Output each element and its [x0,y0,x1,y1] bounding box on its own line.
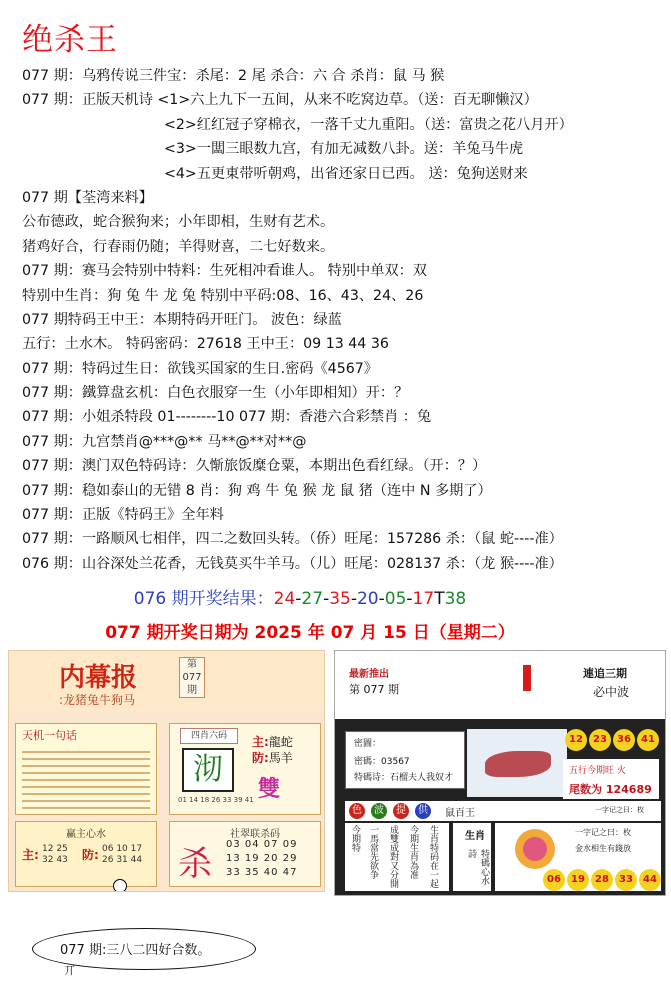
color-chip: 色 [349,803,365,819]
ring-icon [113,879,127,892]
right-promo-image [334,650,666,896]
issue-label: 第 077 期 [349,683,399,696]
result-number: 35 [329,589,351,609]
tianji-lines [22,751,150,809]
number-ball: 12 [565,729,587,751]
content-line: 077 期：一路顺风七相伴，四二之数回头转。（侨）旺尾：157286 杀：（鼠 蛇----准） [22,531,563,548]
pig-icon [523,837,547,861]
pig-line-1: 一字记之曰：枚 [575,828,631,837]
bubble-tail: 丌 [64,964,75,977]
side-main-key: 主: [252,735,269,749]
number-ball: 44 [639,869,661,891]
result-number: - [323,589,330,609]
strip-text: 鼠百王 [445,808,475,819]
main-nums: 12 25 32 43 [42,844,68,865]
banner-issue: 第 077 期 [179,657,205,698]
content-line: 077 期：鐵算盘玄机：白色衣服穿一生（小年即相知）开：？ [22,385,409,402]
result-number: 20 [356,589,379,609]
zodiac-title: 生肖 [465,831,485,842]
page-title: 绝杀王 [22,22,118,58]
wave-label: 必中波 [593,685,630,699]
zodiac-box [453,823,491,891]
result-number: - [350,589,357,609]
new-label: 最新推出 [349,669,389,680]
left-promo-image [8,650,325,892]
result-number: - [295,589,302,609]
fish-icon [485,751,551,777]
result-number: 05 [384,589,407,609]
code-row [354,754,410,767]
sixiao-foot: 01 14 18 26 33 39 41 [178,796,254,804]
shama-char: 杀 [178,844,212,884]
lower-title: 今期特 [350,825,360,852]
shama-row: 33 35 40 47 [226,867,298,878]
shama-row: 13 19 20 29 [226,853,298,864]
content-line: 077 期特码王中王：本期特码开旺门。 波色：绿蓝 [22,311,342,328]
big-shuang: 雙 [258,776,281,802]
next-draw-date: 077 期开奖日期为 2025 年 07 月 15 日（星期二） [105,623,515,643]
main-label: 主: [22,848,39,862]
code-value: 03567 [381,757,410,767]
lower-poem [345,823,449,891]
result-number: 24 [273,589,296,609]
content-line: 077 期：澳门双色特码诗：久惭旅饭糜仓粟，本期出色看红绿。（开：？） [22,458,487,475]
content-line: 077 期：特码过生日：欲钱买国家的生日.密码《4567》 [22,360,378,377]
shama-nums [226,838,297,880]
zodiac-sub: 特碼心水詩 [466,849,489,885]
result-number: 17 [412,589,435,609]
sixiao-panel [169,723,321,815]
color-chip: 供 [415,803,431,819]
banner-sub: :龙猪兔牛狗马 [59,693,136,707]
content-line: 猪鸡好合，行春雨仍随；羊得财喜，二七好数来。 [22,238,335,255]
three-label: 連追三期 [583,667,627,680]
result-number: T [434,589,445,609]
tail-line: 尾数为 124689 [569,783,652,796]
content-line: 077 期：赛马会特别中特料：生死相冲看谁人。 特别中单双：双 [22,263,427,280]
content-line: 077 期：小姐杀特段 01--------10 077 期：香港六合彩禁肖 ：兔 [22,409,432,426]
number-ball: 28 [591,869,613,891]
content-line: 公布德政，蛇合猴狗来；小年即相，生财有艺术。 [22,214,335,231]
sixiao-head: 四肖六码 [180,728,238,744]
content-line: <3>一闆三眼数九宫，有加无减数八卦。送：羊兔马牛虎 [164,141,524,158]
lower-column: 成雙成對又分開 [388,825,398,888]
banner [9,651,324,711]
bubble-text: 077 期:三八二四好合数。 [60,943,211,958]
result-number: 27 [301,589,324,609]
lower-column: 生肖特码在一起 [428,825,438,888]
content-line: 077 期【荃湾来料】 [22,189,153,206]
banner-title: 内幕报 [59,663,138,693]
color-chip: 提 [393,803,409,819]
code-label: 密碼： [354,757,382,767]
red-mark-icon [523,665,531,691]
result-number: - [378,589,385,609]
strip-side: 一字记之曰：枚 [595,806,644,814]
content-line: 特别中生肖：狗 兔 牛 龙 兔 特别中平码:08、16、43、24、26 [22,287,424,304]
shama-panel [169,821,321,887]
side-guard: 馬羊 [268,751,293,765]
content-line: 077 期：正版天机诗 <1>六上九下一五间，从来不吃窝边草。（送：百无聊懒汉） [22,92,538,109]
content-line: 077 期：稳如泰山的无错 8 肖：狗 鸡 牛 兔 猴 龙 鼠 猪（连中 N 多期了） [22,482,492,499]
content-line: 五行：土水木。 特码密码：27618 王中王：09 13 44 36 [22,336,389,353]
number-ball: 41 [637,729,659,751]
draw-result [0,584,600,609]
lower-column: 一馬當先欲争 [368,825,378,879]
poem-label: 特碼诗： [354,773,391,783]
wuxing-line: 五行今期旺 火 [569,766,626,776]
content-line: <2>红红冠子穿棉衣，一落千丈九重阳。（送：富贵之花八月开） [164,116,573,133]
xinshui-panel [15,821,157,887]
shama-row: 03 04 07 09 [226,839,298,850]
color-strip [345,801,661,821]
content-line: 077 期：九宫禁肖@***@** 马**@**对**@ [22,433,307,450]
code-box [345,731,465,789]
poem-text: 石榴夫人我奴才 [390,773,454,783]
shama-title: 社翠联杀码 [230,829,280,840]
number-ball: 33 [615,869,637,891]
number-ball: 36 [613,729,635,751]
side-guard-key: 防: [252,751,269,765]
result-number: - [406,589,413,609]
tianji-title: 天机一句话 [22,729,77,742]
content-line: 077 期：乌鸦传说三件宝：杀尾：2 尾 杀合：六 合 杀肖：鼠 马 猴 [22,68,445,84]
side-main: 龍蛇 [268,735,293,749]
xinshui-title: 赢主心水 [66,829,106,840]
result-label: 076 期开奖结果： [133,589,274,609]
guard-label: 防: [82,848,99,862]
number-ball: 23 [589,729,611,751]
poem-row [354,770,453,783]
pig-line-2: 金水相生有錢放 [575,844,631,853]
content-line: 077 期：正版《特码王》全年料 [22,507,224,524]
number-ball: 19 [567,869,589,891]
big-char: 沏 [182,748,234,792]
secret-label: 密圖： [354,739,382,749]
lower-column: 今期生肖為准 [408,825,418,879]
result-number: 38 [444,589,467,609]
content-lines [22,64,662,576]
guard-nums: 06 10 17 26 31 44 [102,844,143,865]
sixiao-side [252,734,293,766]
color-chip: 波 [371,803,387,819]
content-line: <4>五更東带听朝鸡，出省还家日已西。 送：兔狗送财来 [164,165,528,182]
content-line: 076 期：山谷深处兰花香，无钱莫买牛羊马。（儿）旺尾：028137 杀：（龙 猴----准） [22,555,563,572]
number-ball: 06 [543,869,565,891]
tianji-panel [15,723,157,815]
wuxing-box [563,759,659,799]
